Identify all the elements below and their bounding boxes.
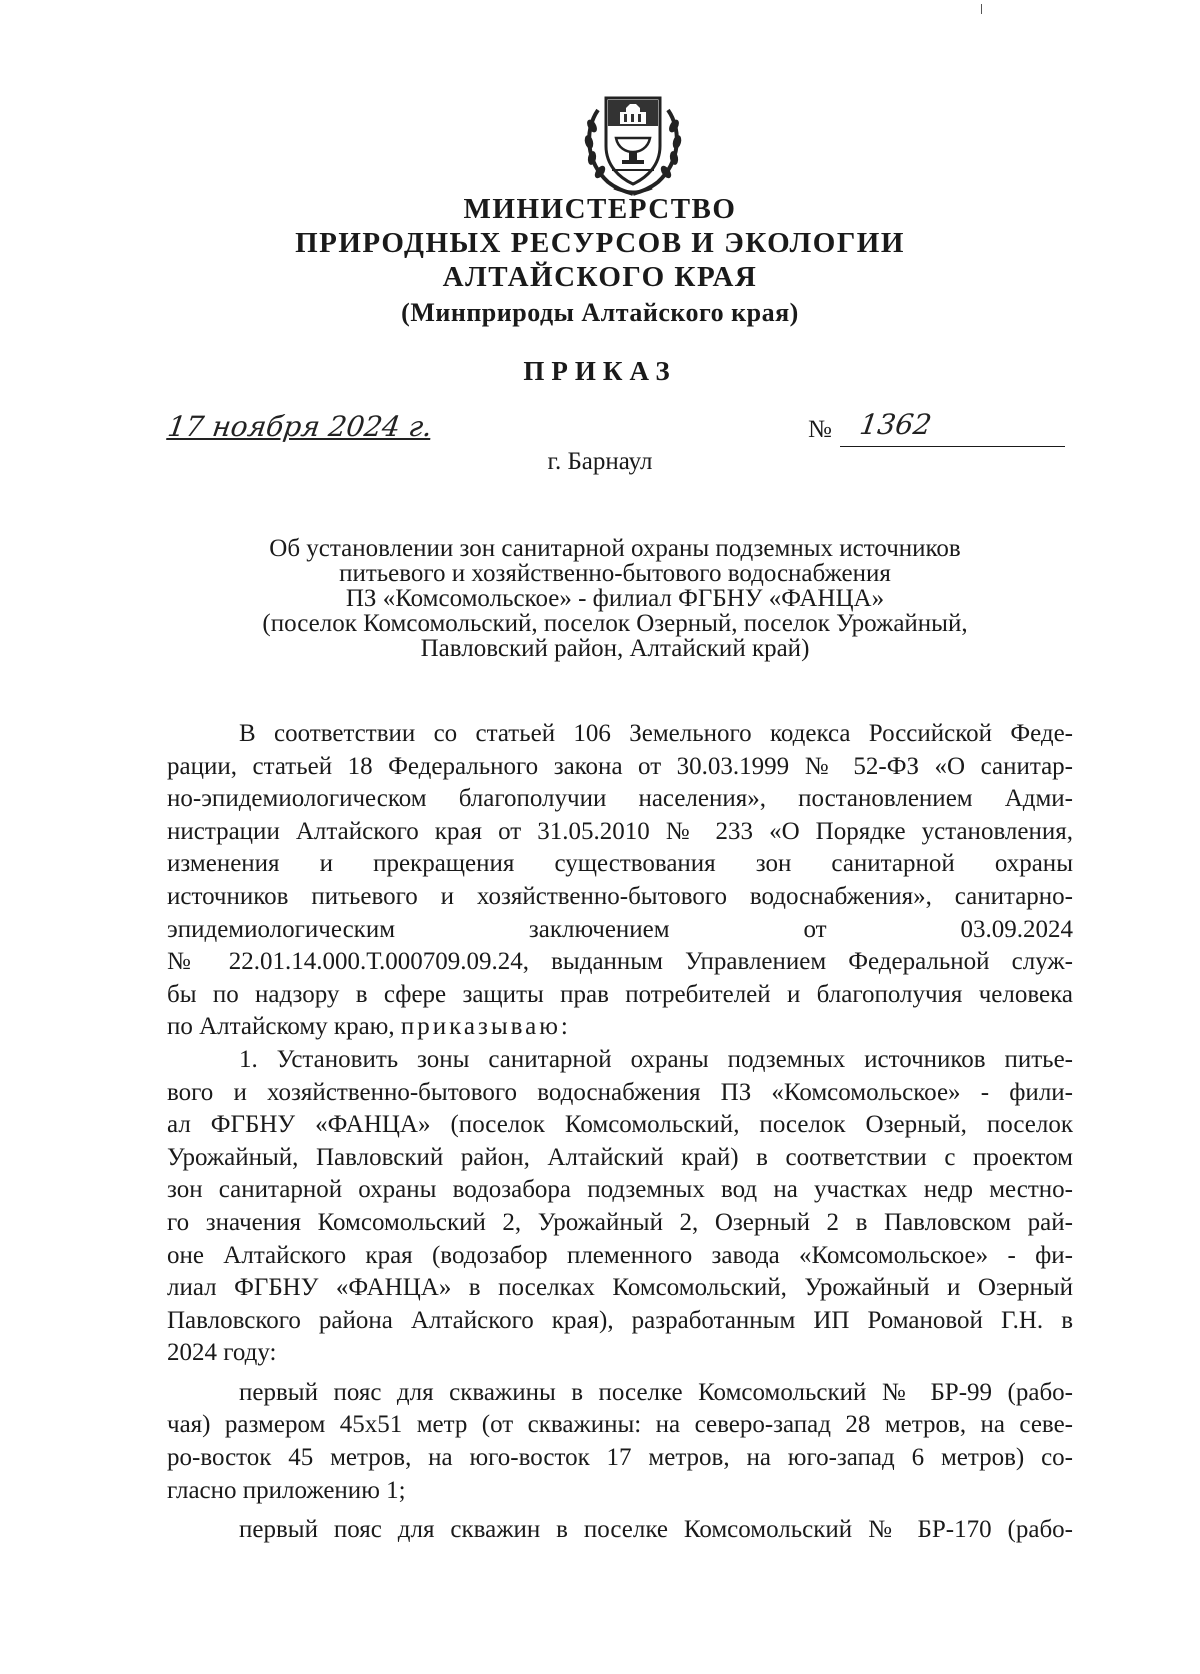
org-name-line-1: МИНИСТЕРСТВО — [463, 193, 737, 225]
body-line: зон санитарной охраны водозабора подземных вод на участках недр местно- — [167, 1176, 1073, 1204]
body-line: В соответствии со статьей 106 Земельного кодекса Российской Феде- — [239, 720, 1073, 747]
order-body — [167, 718, 1073, 1547]
subject-line: питьевого и хозяйственно-бытового водоснабжения — [339, 560, 891, 587]
subject-line: (поселок Комсомольский, поселок Озерный, поселок Урожайный, — [262, 610, 968, 637]
body-line: 1. Установить зоны санитарной охраны подземных источников питье- — [239, 1045, 1073, 1073]
body-line: бы по надзору в сфере защиты прав потребителей и благополучия человека — [167, 980, 1073, 1008]
body-line: первый пояс для скважины в поселке Комсомольский № БР-99 (рабо- — [239, 1378, 1073, 1406]
body-line: но-эпидемиологическом благополучии населения», постановлением Адми- — [167, 785, 1073, 813]
body-line: № 22.01.14.000.Т.000709.09.24, выданным Управлением Федеральной служ- — [167, 948, 1073, 976]
body-line: лиал ФГБНУ «ФАНЦА» в поселках Комсомольский, Урожайный и Озерный — [167, 1274, 1073, 1302]
body-line-prefix: по Алтайскому краю, — [167, 1013, 401, 1041]
body-line: оне Алтайского края (водозабор племенного завода «Комсомольское» - фи- — [167, 1241, 1073, 1269]
scan-mark — [981, 4, 982, 14]
body-line: го значения Комсомольский 2, Урожайный 2, Озерный 2 в Павловском рай- — [167, 1208, 1073, 1236]
order-directive-word: приказываю: — [400, 1013, 571, 1041]
body-line: рации, статьей 18 Федерального закона от 30.03.1999 № 52-ФЗ «О санитар- — [167, 752, 1073, 780]
handwritten-date: 17 ноября 2024 г. — [165, 410, 435, 443]
order-number-label: № — [808, 416, 832, 443]
body-line: изменения и прекращения существования зон санитарной охраны — [167, 850, 1073, 878]
subject-line: Павловский район, Алтайский край) — [420, 635, 810, 662]
org-name-line-3: АЛТАЙСКОГО КРАЯ — [442, 261, 758, 293]
body-line: первый пояс для скважин в поселке Комсомольский № БР-170 (рабо- — [239, 1516, 1073, 1544]
body-line: вого и хозяйственно-бытового водоснабжения ПЗ «Комсомольское» - фили- — [167, 1078, 1073, 1106]
handwritten-order-number: 1362 — [857, 408, 934, 441]
org-name-line-2: ПРИРОДНЫХ РЕСУРСОВ И ЭКОЛОГИИ — [295, 227, 905, 259]
body-line: ал ФГБНУ «ФАНЦА» (поселок Комсомольский, поселок Озерный, поселок — [167, 1111, 1073, 1139]
body-line: Павловского района Алтайского края), разработанным ИП Романовой Г.Н. в — [167, 1306, 1073, 1334]
body-line: чая) размером 45х51 метр (от скважины: на северо-запад 28 метров, на севе- — [167, 1411, 1073, 1439]
subject-line: ПЗ «Комсомольское» - филиал ФГБНУ «ФАНЦА» — [345, 585, 885, 612]
body-line: нистрации Алтайского края от 31.05.2010 № 233 «О Порядке установления, — [167, 817, 1073, 845]
body-line: Урожайный, Павловский район, Алтайский край) в соответствии с проектом — [167, 1143, 1073, 1171]
order-subject — [200, 536, 1030, 661]
issue-city: г. Барнаул — [547, 448, 653, 475]
subject-line: Об установлении зон санитарной охраны подземных источников — [269, 535, 961, 562]
coat-of-arms-icon — [578, 80, 688, 198]
body-line: 2024 году: — [167, 1339, 277, 1367]
order-number-underline — [840, 446, 1065, 447]
body-line: эпидемиологическим заключением от 03.09.2024 — [167, 915, 1073, 943]
body-line: источников питьевого и хозяйственно-бытового водоснабжения», санитарно- — [167, 882, 1073, 910]
org-short-name: (Минприроды Алтайского края) — [401, 298, 799, 327]
body-line — [167, 1011, 1073, 1044]
body-line: гласно приложению 1; — [167, 1476, 406, 1504]
body-line: ро-восток 45 метров, на юго-восток 17 метров, на юго-запад 6 метров) со- — [167, 1444, 1073, 1472]
document-type-title: ПРИКАЗ — [523, 356, 677, 386]
